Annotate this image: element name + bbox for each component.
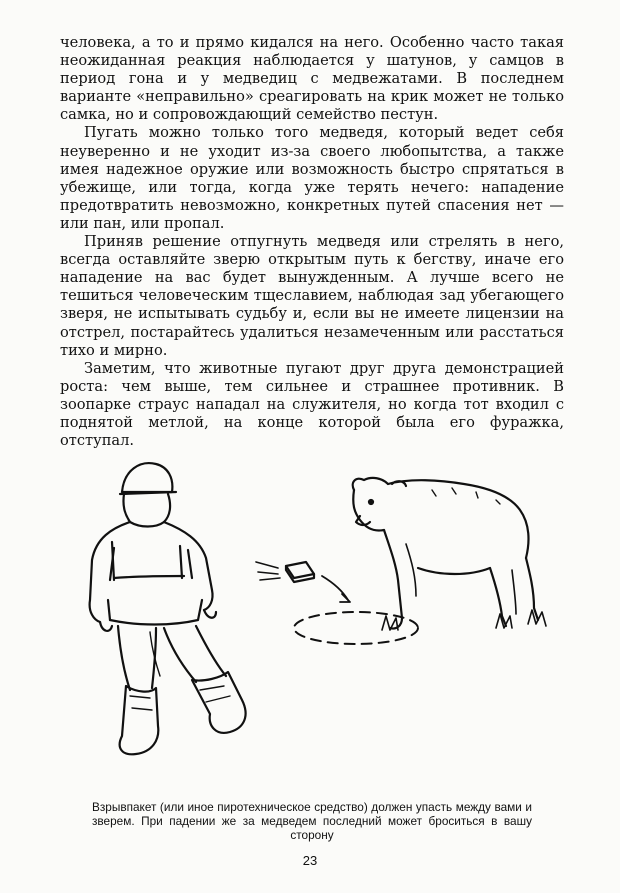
paragraph-2: Пугать можно только того медведя, который ведет себя неуверенно и не уходит из-за своего любопытства, а также имея надежное оружие или возможность быстро спрятаться в убежище, или тогда, когда уже терять нечего: нападение предотвратить невозможно, конкретных путей спасения нет — или пан, или пропал. (60, 124, 564, 232)
body-text (60, 34, 564, 450)
figure-caption: Взрывпакет (или иное пиротехническое средство) должен упасть между вами и зверем. При падении же за медведем последний может броситься в вашу сторону (92, 800, 532, 842)
page-number: 23 (302, 853, 318, 868)
landing-zone (294, 612, 418, 644)
paragraph-4: Заметим, что животные пугают друг друга демонстрацией роста: чем выше, тем сильнее и страшнее противник. В зоопарке страус нападал на служителя, но когда тот входил с поднятой метлой, на конце которой была его фуражка, отступал. (60, 359, 564, 450)
paragraph-1: человека, а то и прямо кидался на него. Особенно часто такая неожиданная реакция наблюдается у шатунов, у самцов в период гона и у медведиц с медвежатами. В последнем варианте «неправильно» среагировать на крик может не только самка, но и сопровождающий семейство пестун. (60, 34, 564, 124)
man-figure (90, 463, 246, 754)
bear-figure (353, 478, 546, 630)
thrown-package (256, 562, 350, 602)
illustration-man-and-bear (60, 450, 560, 795)
paragraph-3: Приняв решение отпугнуть медведя или стрелять в него, всегда оставляйте зверю открытым путь к бегству, иначе его нападение на вас будет вынужденным. А лучше всего не тешиться человеческим тщеславием, наблюдая зад убегающего зверя, не испытывать судьбу и, если вы не имеете лицензии на отстрел, постарайтесь удалиться незамеченным или расстаться тихо и мирно. (60, 233, 564, 359)
